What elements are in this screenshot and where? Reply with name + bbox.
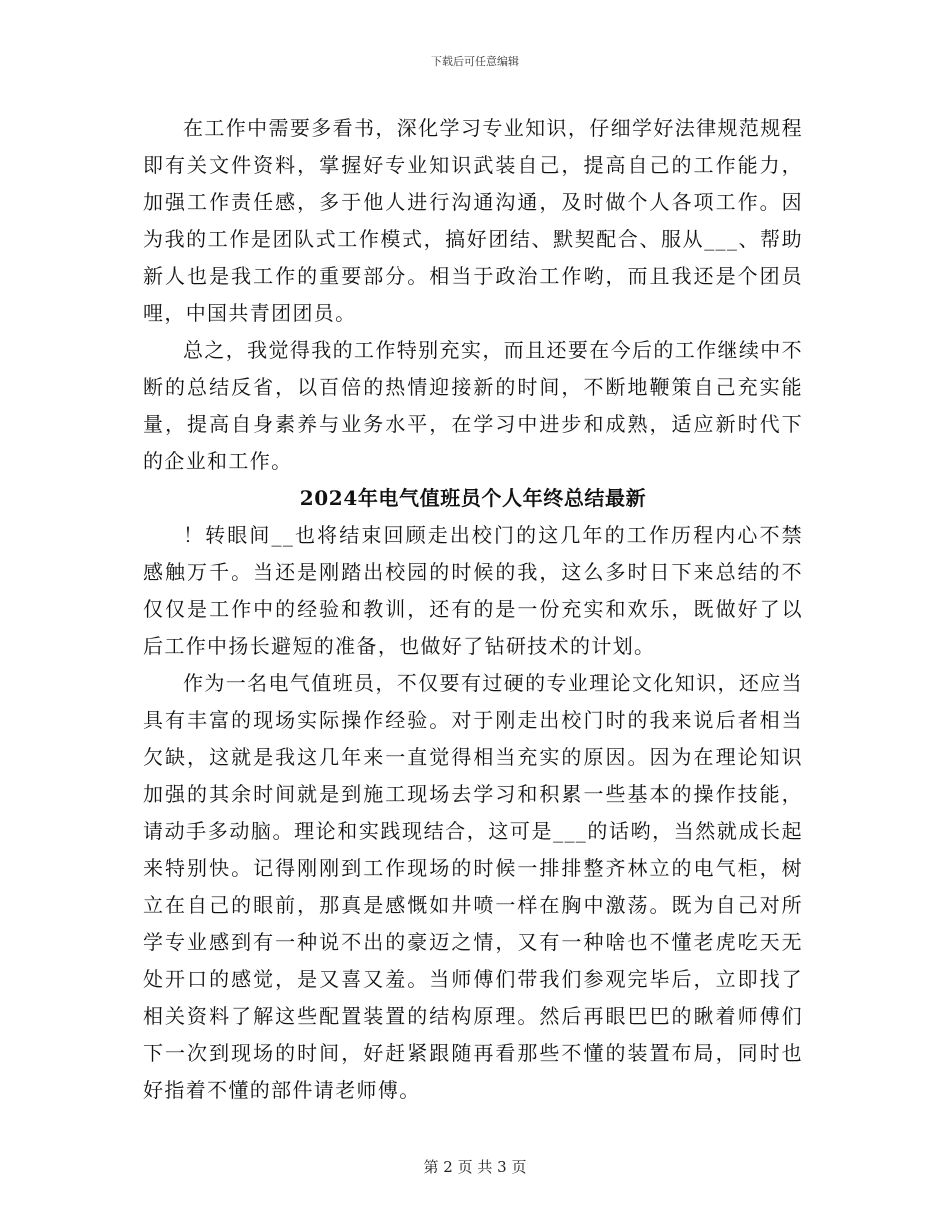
page-header-note: 下载后可任意编辑 <box>431 55 519 68</box>
page-number: 第 2 页 共 3 页 <box>423 1158 527 1176</box>
paragraph-intro: ！转眼间__也将结束回顾走出校门的这几年的工作历程内心不禁感触万千。当还是刚踏出校园的时候的我，这么多时日下来总结的不仅仅是工作中的经验和教训，还有的是一份充实和欢乐，既做好了以后工作中扬长避短的准备，也做好了钻研技术的计划。 <box>143 523 803 658</box>
paragraph-conclusion: 总之，我觉得我的工作特别充实，而且还要在今后的工作继续中不断的总结反省，以百倍的热情迎接新的时间，不断地鞭策自己充实能量，提高自身素养与业务水平，在学习中进步和成熟，适应新时代下的企业和工作。 <box>143 338 803 473</box>
paragraph-study-and-teamwork: 在工作中需要多看书，深化学习专业知识，仔细学好法律规范规程即有关文件资料，掌握好专业知识武装自己，提高自己的工作能力，加强工作责任感，多于他人进行沟通沟通，及时做个人各项工作。因为我的工作是团队式工作模式，搞好团结、默契配合、服从___、帮助新人也是我工作的重要部分。相当于政治工作哟，而且我还是个团员哩，中国共青团团员。 <box>143 116 803 325</box>
paragraph-field-experience: 作为一名电气值班员，不仅要有过硬的专业理论文化知识，还应当具有丰富的现场实际操作经验。对于刚走出校门时的我来说后者相当欠缺，这就是我这几年来一直觉得相当充实的原因。因为在理论知识加强的其余时间就是到施工现场去学习和积累一些基本的操作技能，请动手多动脑。理论和实践现结合，这可是___的话哟，当然就成长起来特别快。记得刚刚到工作现场的时候一排排整齐林立的电气柜，树立在自己的眼前，那真是感慨如井喷一样在胸中激荡。既为自己对所学专业感到有一种说不出的豪迈之情，又有一种啥也不懂老虎吃天无处开口的感觉，是又喜又羞。当师傅们带我们参观完毕后，立即找了相关资料了解这些配置装置的结构原理。然后再眼巴巴的瞅着师傅们下一次到现场的时间，好赶紧跟随再看那些不懂的装置布局，同时也好指着不懂的部件请老师傅。 <box>143 671 803 1102</box>
section-title: 2024年电气值班员个人年终总结最新 <box>299 486 647 510</box>
document-body <box>143 110 803 1109</box>
